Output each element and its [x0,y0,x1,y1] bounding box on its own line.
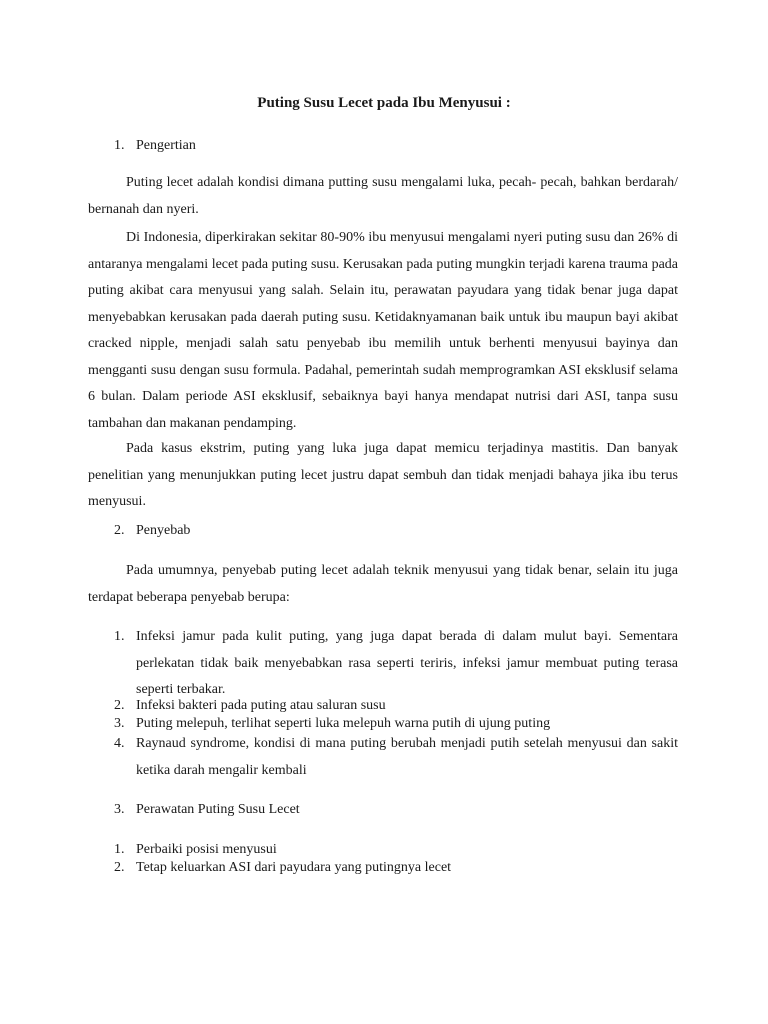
list-text: Infeksi jamur pada kulit puting, yang juga dapat berada di dalam mulut bayi. Sementara perlekatan tidak baik menyebabkan rasa seperti teriris, infeksi jamur membuat puting terasa seperti terbakar. [136,629,678,697]
section-title: Perawatan Puting Susu Lecet [136,802,300,817]
list-text: Perbaiki posisi menyusui [136,842,277,857]
section-number: 3. [114,802,125,817]
section-title: Penyebab [136,523,191,538]
paragraph: Puting lecet adalah kondisi dimana putting susu mengalami luka, pecah- pecah, bahkan berdarah/ bernanah dan nyeri. [88,175,678,217]
section-heading-pengertian [114,138,196,154]
paragraph: Pada umumnya, penyebab puting lecet adalah teknik menyusui yang tidak benar, selain itu juga terdapat beberapa penyebab berupa: [88,563,678,605]
list-number: 1. [114,842,125,857]
list-number: 1. [114,629,125,644]
list-item [114,697,678,715]
list-number: 2. [114,860,125,875]
list-item [114,859,678,877]
paragraph: Pada kasus ekstrim, puting yang luka juga dapat memicu terjadinya mastitis. Dan banyak penelitian yang menunjukkan puting lecet justru dapat sembuh dan tidak menjadi bahaya jika ibu terus menyusui. [88,441,678,509]
list-number: 3. [114,716,125,731]
list-item [114,624,678,704]
paragraph: Di Indonesia, diperkirakan sekitar 80-90% ibu menyusui mengalami nyeri puting susu dan 26% di antaranya mengalami lecet pada puting susu. Kerusakan pada puting mungkin terjadi karena trauma pada puting akibat cara menyusui yang salah. Selain itu, perawatan payudara yang tidak benar juga dapat menyebabkan kerusakan pada daerah puting susu. Ketidaknyamanan baik untuk ibu maupun bayi akibat cracked nipple, menjadi salah satu penyebab ibu memilih untuk berhenti menyusui bayinya dan mengganti susu dengan susu formula. Padahal, pemerintah sudah memprogramkan ASI eksklusif selama 6 bulan. Dalam periode ASI eksklusif, sebaiknya bayi hanya mendapat nutrisi dari ASI, tanpa susu tambahan dan makanan pendamping. [88,230,678,431]
list-text: Raynaud syndrome, kondisi di mana puting berubah menjadi putih setelah menyusui dan sakit ketika darah mengalir kembali [136,736,678,778]
list-item [114,731,678,784]
cause-list-continued [114,697,678,733]
care-list [114,841,678,877]
section-number: 2. [114,523,125,538]
document-title: Puting Susu Lecet pada Ibu Menyusui : [257,95,511,111]
section-heading-penyebab [114,523,190,539]
list-text: Infeksi bakteri pada puting atau saluran susu [136,698,386,713]
list-text: Puting melepuh, terlihat seperti luka melepuh warna putih di ujung puting [136,716,551,731]
section-title: Pengertian [136,138,196,153]
list-number: 2. [114,698,125,713]
list-text: Tetap keluarkan ASI dari payudara yang putingnya lecet [136,860,452,875]
cause-list-continued-2 [114,731,678,784]
section-number: 1. [114,138,125,153]
list-item [114,841,678,859]
section-heading-perawatan [114,802,300,818]
cause-list [114,624,678,704]
list-number: 4. [114,736,125,751]
